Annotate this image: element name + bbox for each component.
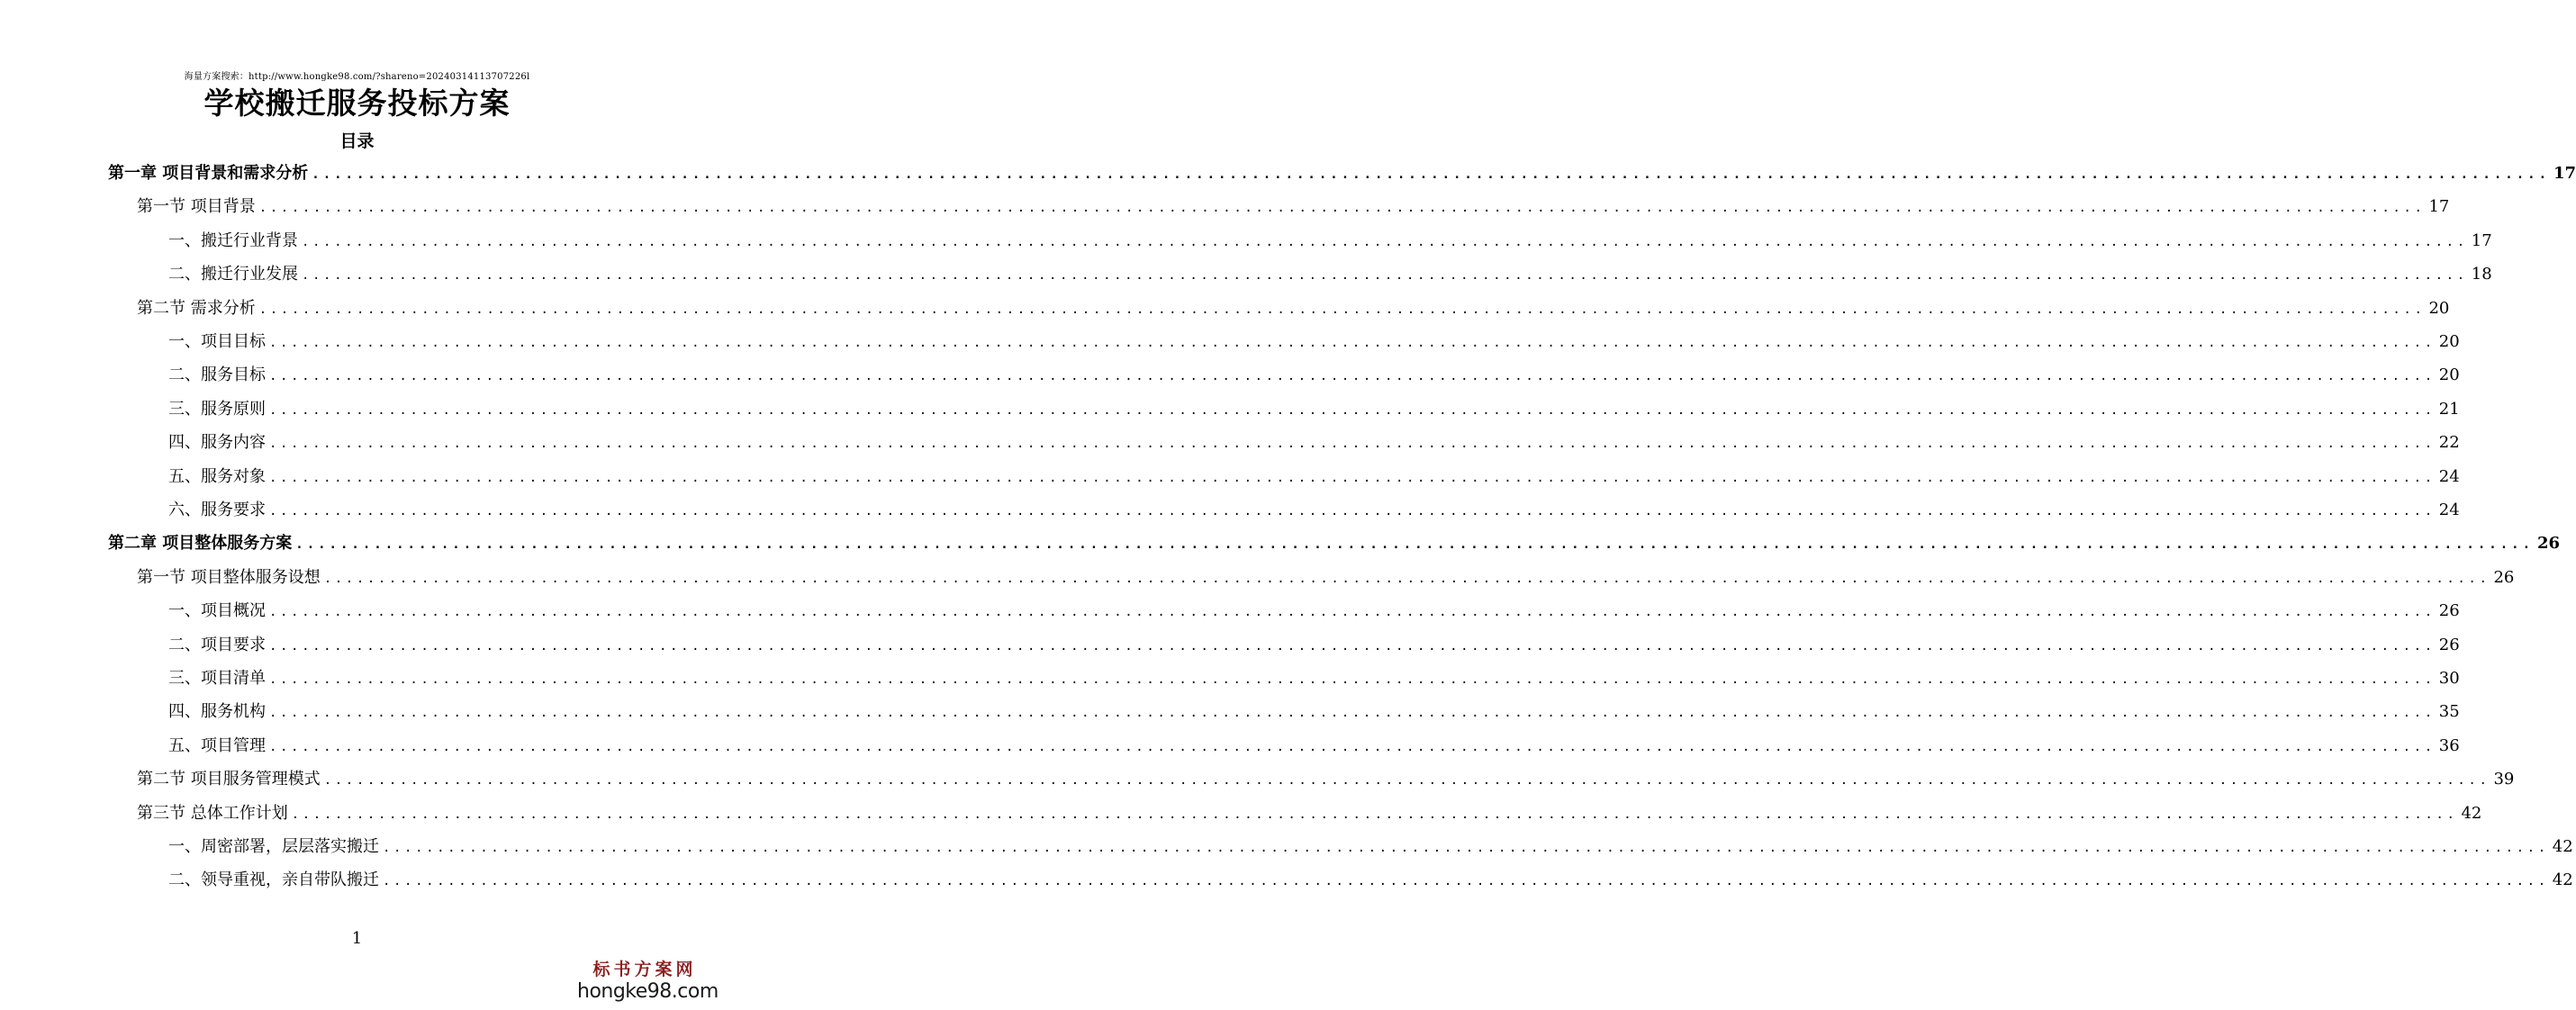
toc-entry-page: 18	[2471, 265, 2492, 284]
toc-entry-label: 第二章 项目整体服务方案	[108, 534, 293, 554]
toc-entry-page: 26	[2438, 635, 2460, 654]
toc-dot-leader: ........................................................................................................................................................................................................	[291, 807, 2458, 822]
toc-entry[interactable]	[137, 190, 2450, 223]
toc-entry-label: 一、周密部署，层层落实搬迁	[168, 837, 379, 856]
page-number: 1	[351, 929, 363, 948]
toc-dot-leader: ........................................................................................................................................................................................................	[302, 234, 2468, 249]
toc-heading: 目录	[339, 131, 375, 151]
watermark-logo	[577, 959, 719, 1004]
toc-dot-leader: ........................................................................................................................................................................................................	[383, 874, 2549, 889]
toc-entry-label: 第一章 项目背景和需求分析	[108, 164, 309, 183]
toc-entry[interactable]	[168, 460, 2460, 493]
toc-dot-leader: ........................................................................................................................................................................................................	[295, 537, 2535, 553]
toc-entry-label: 第一节 项目整体服务设想	[137, 567, 321, 587]
toc-dot-leader: ........................................................................................................................................................................................................	[269, 437, 2436, 452]
document-title: 学校搬迁服务投标方案	[203, 86, 511, 121]
toc-entry-label: 四、服务内容	[168, 433, 266, 453]
toc-entry-page: 24	[2438, 466, 2460, 486]
toc-dot-leader: ........................................................................................................................................................................................................	[323, 773, 2490, 789]
toc-entry[interactable]	[137, 561, 2515, 594]
toc-entry-label: 三、项目清单	[168, 669, 266, 688]
toc-entry-page: 20	[2438, 365, 2460, 385]
toc-entry-label: 四、服务机构	[168, 702, 266, 722]
toc-entry[interactable]	[108, 527, 2561, 560]
toc-entry-label: 第二节 需求分析	[137, 298, 256, 318]
header-source-url: 海量方案搜索：http://www.hongke98.com/?shareno=20240314113707226l	[184, 72, 530, 82]
toc-dot-leader: ........................................................................................................................................................................................................	[323, 571, 2490, 586]
toc-entry-page: 21	[2438, 399, 2460, 419]
toc-entry-label: 二、服务目标	[168, 365, 266, 385]
toc-entry[interactable]	[168, 392, 2460, 426]
toc-entry-page: 17	[2553, 164, 2576, 183]
toc-dot-leader: ........................................................................................................................................................................................................	[269, 336, 2436, 350]
toc-entry-page: 26	[2493, 567, 2515, 587]
toc-entry-label: 一、项目目标	[168, 332, 266, 351]
toc-entry[interactable]	[168, 695, 2460, 728]
toc-entry-page: 17	[2471, 230, 2492, 250]
toc-entry-label: 六、服务要求	[168, 500, 266, 519]
toc-dot-leader: ........................................................................................................................................................................................................	[269, 504, 2436, 519]
toc-entry[interactable]	[168, 628, 2460, 662]
toc-entry[interactable]	[168, 493, 2460, 527]
toc-entry[interactable]	[168, 729, 2460, 762]
watermark-cn-text: 标书方案网	[592, 960, 697, 979]
toc-entry-label: 第二节 项目服务管理模式	[137, 770, 321, 789]
toc-entry[interactable]	[168, 863, 2573, 897]
watermark-en-text: hongke98.com	[577, 980, 719, 1003]
toc-entry-page: 26	[2537, 534, 2561, 554]
toc-dot-leader: ........................................................................................................................................................................................................	[383, 841, 2549, 855]
toc-entry[interactable]	[168, 662, 2460, 695]
toc-entry-page: 26	[2438, 601, 2460, 621]
toc-entry-page: 42	[2461, 803, 2482, 823]
toc-entry-page: 42	[2552, 870, 2573, 890]
toc-entry[interactable]	[168, 426, 2460, 459]
toc-entry-page: 39	[2493, 770, 2515, 789]
toc-entry-label: 第一节 项目背景	[137, 197, 256, 217]
toc-dot-leader: ........................................................................................................................................................................................................	[269, 402, 2436, 418]
toc-dot-leader: ........................................................................................................................................................................................................	[312, 167, 2551, 182]
toc-entry-page: 42	[2552, 837, 2573, 856]
toc-entry[interactable]	[168, 358, 2460, 392]
toc-entry-label: 五、服务对象	[168, 466, 266, 486]
toc-entry-label: 二、搬迁行业发展	[168, 265, 298, 284]
toc-entry-page: 20	[2428, 298, 2450, 318]
toc-entry[interactable]	[168, 830, 2573, 863]
toc-entry-label: 三、服务原则	[168, 399, 266, 419]
toc-entry-page: 22	[2438, 433, 2460, 453]
toc-dot-leader: ........................................................................................................................................................................................................	[258, 201, 2426, 216]
toc-entry[interactable]	[168, 224, 2492, 257]
toc-dot-leader: ........................................................................................................................................................................................................	[269, 369, 2436, 384]
toc-entry[interactable]	[168, 325, 2460, 358]
toc-dot-leader: ........................................................................................................................................................................................................	[269, 638, 2436, 654]
toc-dot-leader: ........................................................................................................................................................................................................	[269, 672, 2436, 687]
toc-entry-page: 30	[2438, 669, 2460, 688]
toc-dot-leader: ........................................................................................................................................................................................................	[269, 739, 2436, 754]
toc-entry-page: 35	[2438, 702, 2460, 722]
toc-dot-leader: ........................................................................................................................................................................................................	[269, 605, 2436, 620]
toc-entry[interactable]	[137, 762, 2515, 796]
toc-dot-leader: ........................................................................................................................................................................................................	[269, 470, 2436, 485]
toc-dot-leader: ........................................................................................................................................................................................................	[269, 706, 2436, 721]
toc-entry[interactable]	[168, 594, 2460, 627]
toc-entry[interactable]	[137, 292, 2450, 325]
toc-dot-leader: ........................................................................................................................................................................................................	[258, 302, 2426, 317]
toc-entry[interactable]	[168, 257, 2492, 291]
toc-entry-label: 一、搬迁行业背景	[168, 230, 298, 250]
toc-entry-page: 36	[2438, 735, 2460, 755]
toc-entry-label: 第三节 总体工作计划	[137, 803, 288, 823]
toc-dot-leader: ........................................................................................................................................................................................................	[302, 268, 2468, 284]
toc-entry-label: 二、领导重视，亲自带队搬迁	[168, 870, 379, 890]
toc-entry-label: 二、项目要求	[168, 635, 266, 654]
toc-entry[interactable]	[137, 797, 2482, 830]
toc-entry-page: 20	[2438, 332, 2460, 351]
toc-entry-label: 五、项目管理	[168, 735, 266, 755]
toc-entry-label: 一、项目概况	[168, 601, 266, 621]
toc-entry-page: 17	[2428, 197, 2450, 217]
toc-entry[interactable]	[108, 157, 2576, 190]
toc-entry-page: 24	[2438, 500, 2460, 519]
